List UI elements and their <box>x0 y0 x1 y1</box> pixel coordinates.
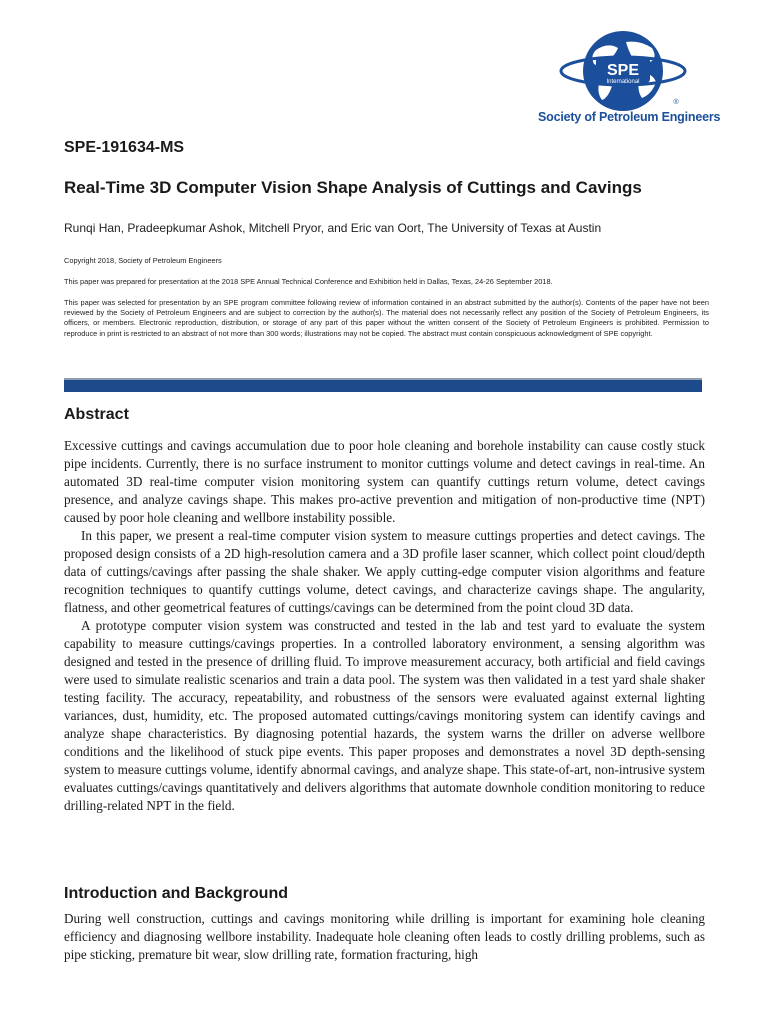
prepared-notice: This paper was prepared for presentation at the 2018 SPE Annual Technical Conference and Exhibition held in Dallas, Texas, 24-26 September 2018. <box>64 277 553 286</box>
spe-logo <box>536 28 721 128</box>
abstract-heading: Abstract <box>64 406 129 423</box>
disclaimer-notice: This paper was selected for presentation by an SPE program committee following review of information contained in an abstract submitted by the author(s). Contents of the paper have not been reviewed by the Society of Petroleum Engineers and are subject to correction by the author(s). The material does not necessarily reflect any position of the Society of Petroleum Engineers, its officers, or members. Electronic reproduction, distribution, or storage of any part of this paper without the written consent of the Society of Petroleum Engineers is prohibited. Permission to reproduce in print is restricted to an abstract of not more than 300 words; illustrations may not be copied. The abstract must contain conspicuous acknowledgment of SPE copyright. <box>64 298 709 338</box>
introduction-body <box>64 910 705 964</box>
abstract-body <box>64 437 705 815</box>
paper-id: SPE-191634-MS <box>64 139 185 156</box>
logo-mark-subtext: International <box>606 79 640 85</box>
introduction-paragraph: During well construction, cuttings and cavings monitoring while drilling is important for examining hole cleaning efficiency and diagnosing wellbore instability. Inadequate hole cleaning often leads to costly drilling problems, such as pipe sticking, premature bit wear, slow drilling rate, formation fracturing, high <box>64 911 705 962</box>
introduction-heading: Introduction and Background <box>64 885 288 902</box>
copyright-notice: Copyright 2018, Society of Petroleum Engineers <box>64 256 222 265</box>
logo-mark-text: SPE <box>606 62 640 79</box>
abstract-paragraph: In this paper, we present a real-time computer vision system to measure cuttings properties and detect cavings. The proposed design consists of a 2D high-resolution camera and a 3D profile laser scanner, which collect point cloud/depth data of cuttings/cavings after passing the shale shaker. We apply cutting-edge computer vision algorithms and feature recognition techniques to quantify cuttings volume, detect cavings, and characterize cavings shape. The angularity, flatness, and other geometrical features of cuttings/cavings can be determined from the point cloud 3D data. <box>64 528 705 615</box>
paper-title: Real-Time 3D Computer Vision Shape Analysis of Cuttings and Cavings <box>64 178 642 197</box>
abstract-paragraph: A prototype computer vision system was constructed and tested in the lab and test yard to evaluate the system capability to measure cuttings/cavings properties. In a controlled laboratory environment, a sensing algorithm was designed and tested in the presence of drilling fluid. To improve measurement accuracy, both artificial and field cavings were used to simulate realistic scenarios and train a data pool. The system was then validated in a test yard shale shaker testing facility. The accuracy, repeatability, and robustness of the sensors were evaluated against external lighting variances, dust, humidity, etc. The proposed automated cuttings/cavings monitoring system can identify cavings and analyze shape characteristics. By diagnosing potential hazards, the system warns the driller on adverse wellbore conditions and the likelihood of stuck pipe events. This paper proposes and demonstrates a novel 3D depth-sensing system to measure cuttings volume, identify abnormal cavings, and analyze shape. This state-of-art, non-intrusive system evaluates cuttings/cavings quantitatively and delivers algorithms that automate downhole condition monitoring to reduce drilling-related NPT in the field. <box>64 618 705 813</box>
author-line: Runqi Han, Pradeepkumar Ashok, Mitchell Pryor, and Eric van Oort, The University of Texas at Austin <box>64 221 602 235</box>
registered-mark: ® <box>673 99 679 106</box>
section-divider <box>64 378 702 392</box>
abstract-paragraph: Excessive cuttings and cavings accumulation due to poor hole cleaning and borehole instability can cause costly stuck pipe incidents. Currently, there is no surface instrument to monitor cuttings volume and detect cavings in real-time. An automated 3D real-time computer vision monitoring system can quantify cuttings return volume, detect cavings presence, and analyze cavings shape. This makes pro-active prevention and mitigation of non-productive time (NPT) caused by poor hole cleaning and wellbore instability possible. <box>64 438 705 525</box>
logo-org-name: Society of Petroleum Engineers <box>538 110 721 124</box>
globe-icon <box>556 28 690 114</box>
